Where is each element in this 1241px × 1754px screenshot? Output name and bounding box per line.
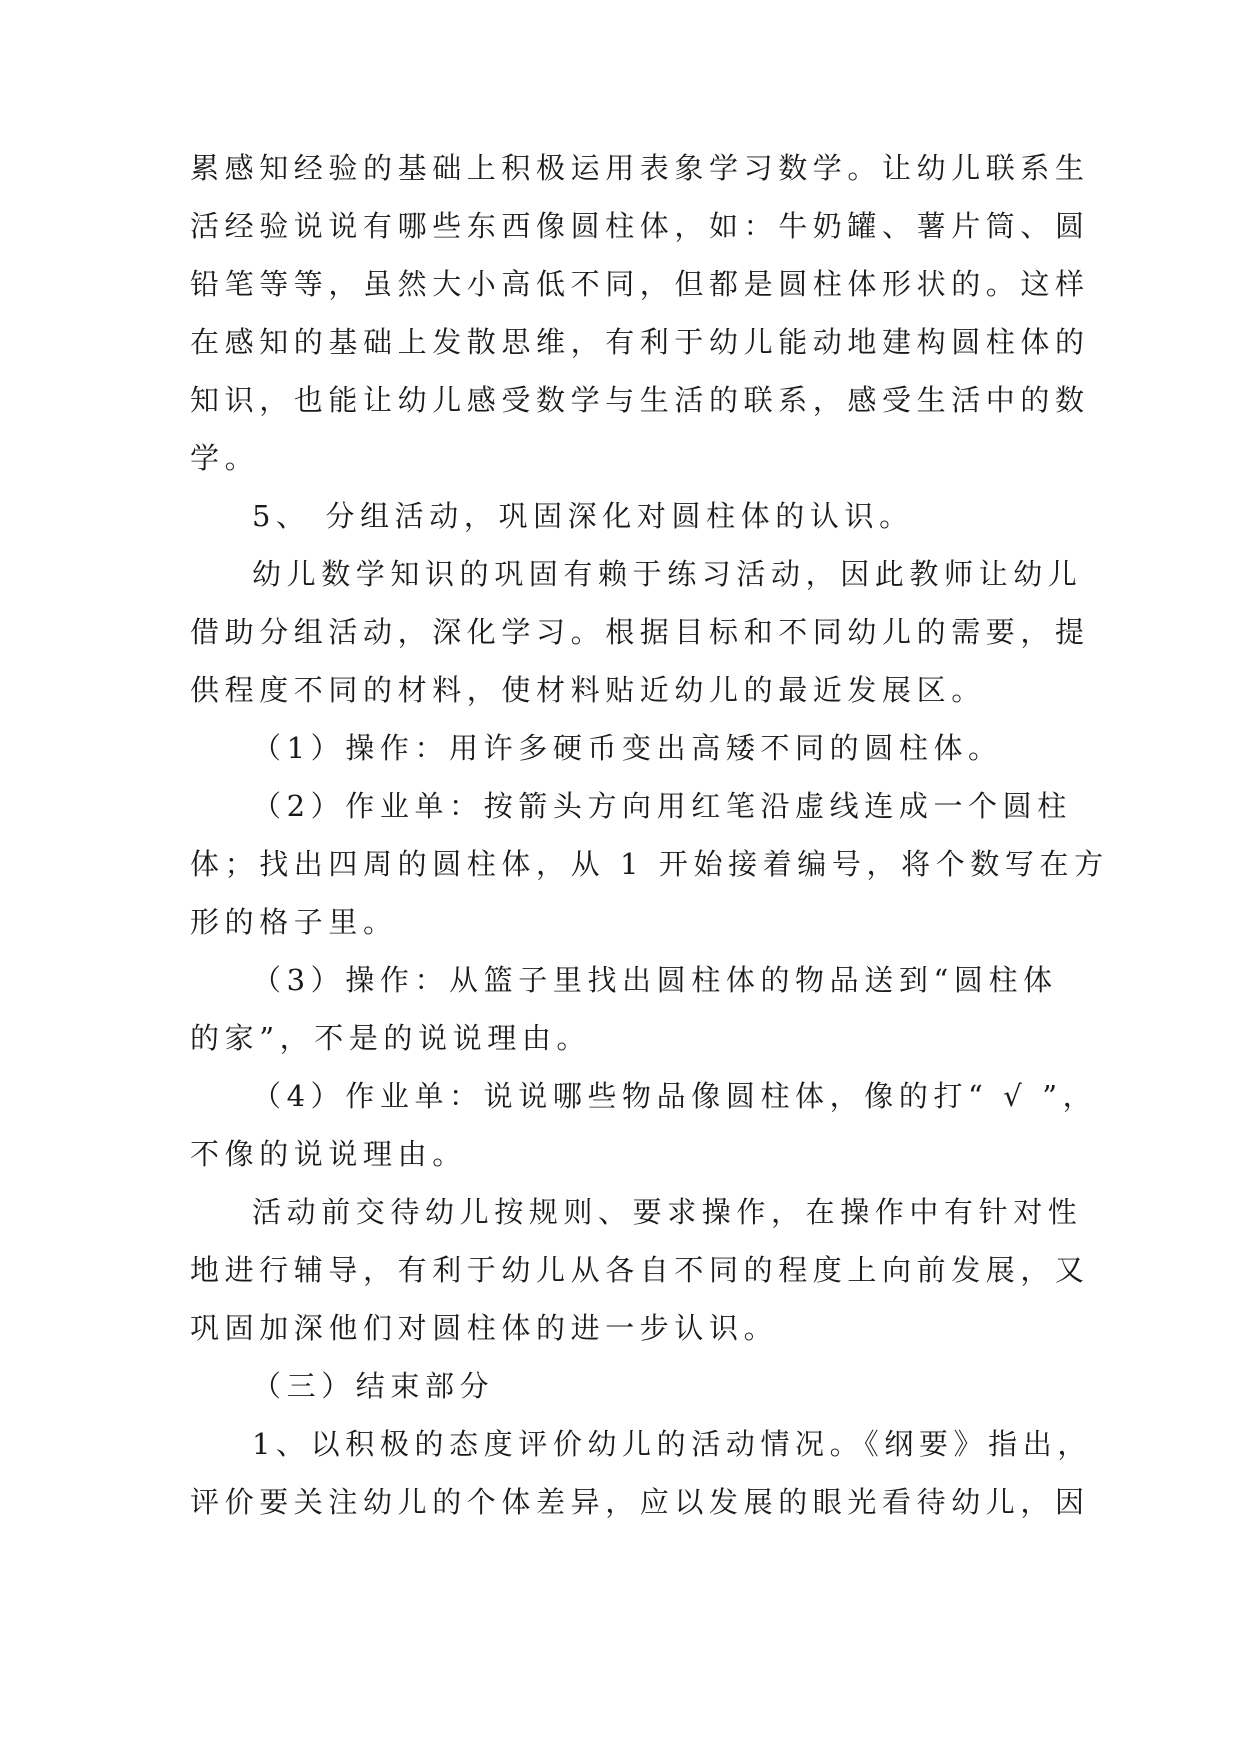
paragraph-line: 地进行辅导，有利于幼儿从各自不同的程度上向前发展，又 bbox=[190, 1253, 1090, 1287]
paragraph-line: 供程度不同的材料，使材料贴近幼儿的最近发展区。 bbox=[190, 673, 986, 707]
list-item: （2）作业单：按箭头方向用红笔沿虚线连成一个圆柱 bbox=[252, 789, 1072, 823]
paragraph-line: 体；找出四周的圆柱体，从 1 开始接着编号，将个数写在方 bbox=[190, 847, 1109, 881]
paragraph-line: 的家”，不是的说说理由。 bbox=[190, 1021, 592, 1055]
paragraph-line: 铅笔等等，虽然大小高低不同，但都是圆柱体形状的。这样 bbox=[190, 267, 1090, 301]
paragraph-line: 学。 bbox=[190, 441, 260, 475]
paragraph-line: 借助分组活动，深化学习。根据目标和不同幼儿的需要，提 bbox=[190, 615, 1090, 649]
section-heading: （三）结束部分 bbox=[252, 1369, 495, 1403]
list-item: （3）操作：从篮子里找出圆柱体的物品送到“圆柱体 bbox=[252, 963, 1058, 997]
paragraph-line: 累感知经验的基础上积极运用表象学习数学。让幼儿联系生 bbox=[190, 151, 1090, 185]
list-item: （1）操作：用许多硬币变出高矮不同的圆柱体。 bbox=[252, 731, 1003, 765]
paragraph-line: 巩固加深他们对圆柱体的进一步认识。 bbox=[190, 1311, 779, 1345]
paragraph-line: 不像的说说理由。 bbox=[190, 1137, 467, 1171]
paragraph-line: 1、以积极的态度评价幼儿的活动情况。《纲要》指出， bbox=[252, 1427, 1092, 1461]
paragraph-line: 形的格子里。 bbox=[190, 905, 398, 939]
paragraph-line: 活动前交待幼儿按规则、要求操作，在操作中有针对性 bbox=[252, 1195, 1083, 1229]
paragraph-line: 幼儿数学知识的巩固有赖于练习活动，因此教师让幼儿 bbox=[252, 557, 1083, 591]
paragraph-line: 活经验说说有哪些东西像圆柱体，如：牛奶罐、薯片筒、圆 bbox=[190, 209, 1090, 243]
paragraph-line: 知识，也能让幼儿感受数学与生活的联系，感受生活中的数 bbox=[190, 383, 1090, 417]
section-heading: 5、 分组活动，巩固深化对圆柱体的认识。 bbox=[252, 499, 914, 533]
list-item: （4）作业单：说说哪些物品像圆柱体，像的打“ √ ”， bbox=[252, 1079, 1098, 1113]
paragraph-line: 评价要关注幼儿的个体差异，应以发展的眼光看待幼儿，因 bbox=[190, 1485, 1090, 1519]
paragraph-line: 在感知的基础上发散思维，有利于幼儿能动地建构圆柱体的 bbox=[190, 325, 1090, 359]
